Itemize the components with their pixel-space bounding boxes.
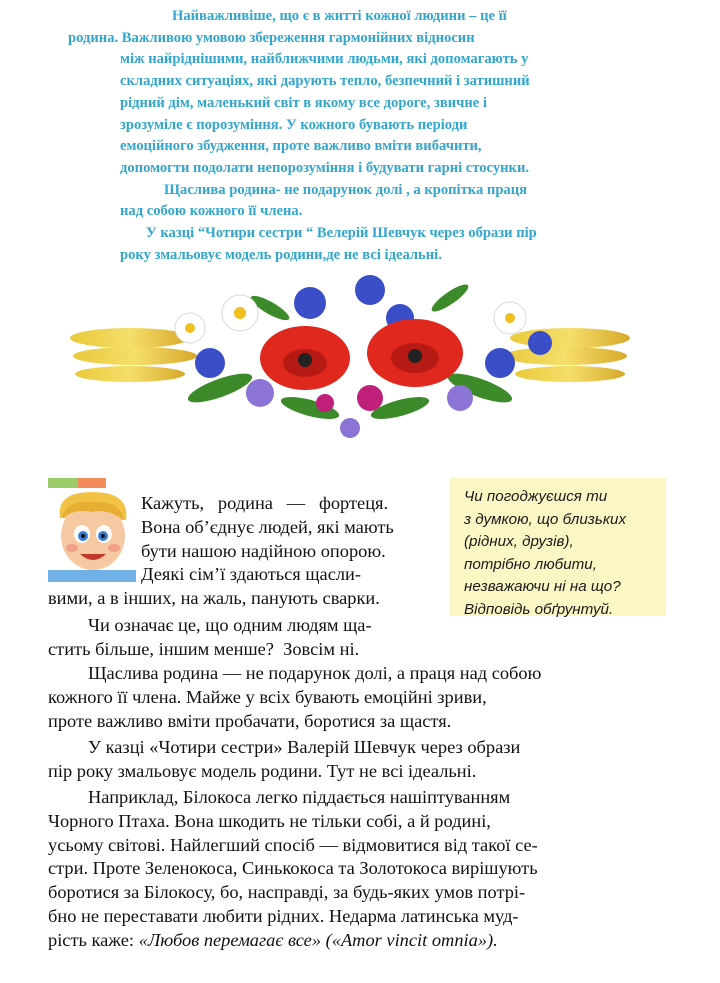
question-line: Чи погоджуєшся ти xyxy=(464,488,608,505)
text-line: Наприклад, Білокоса легко піддається нашіптуванням xyxy=(88,787,511,807)
intro-paragraph-3 xyxy=(120,223,640,266)
intro-line: родина. Важливою умовою збереження гармонійних відносин xyxy=(68,29,475,46)
intro-text xyxy=(68,6,640,266)
main-paragraph-5 xyxy=(48,786,658,953)
intro-line: між найріднішими, найближчими людьми, які допомагають у xyxy=(120,51,529,68)
text-line: Чорного Птаха. Вона шкодить не тільки собі, а й родині, xyxy=(48,810,491,831)
text-line: кожного її члена. Майже у всіх бувають емоційні зриви, xyxy=(48,686,487,707)
main-paragraph-1-cont xyxy=(48,587,658,611)
quote-ukrainian: «Любов перемагає все» xyxy=(138,929,322,950)
text-line: Кажуть, родина — фортеця. xyxy=(141,493,389,513)
intro-paragraph-2 xyxy=(120,180,640,223)
text-line: рість каже: xyxy=(48,929,139,950)
text-line: усьому світові. Найлегший спосіб — відмовитися від такої се- xyxy=(48,834,538,855)
intro-line: рідний дім, маленький світ в якому все дороге, звичне і xyxy=(120,94,487,111)
intro-line: Щаслива родина- не подарунок долі , а кропітка праця xyxy=(164,181,528,198)
intro-line: емоційного збудження, проте важливо вміти вибачити, xyxy=(120,138,482,155)
text-line: У казці «Чотири сестри» Валерій Шевчук через образи xyxy=(88,737,521,757)
question-line: потрібно любити, xyxy=(464,555,597,573)
text-line: Чи означає це, що одним людям ща- xyxy=(88,615,372,635)
intro-line: зрозуміле є порозуміння. У кожного бувають періоди xyxy=(120,116,468,133)
text-line: Деякі сім’ї здаються щасли- xyxy=(141,564,361,585)
question-line: Відповідь обґрунтуй. xyxy=(464,600,614,618)
flower-wreath-illustration xyxy=(70,268,630,446)
text-line: Вона об’єднує людей, які мають xyxy=(141,516,394,537)
text-line: бути нашою надійною опорою. xyxy=(141,540,386,561)
boy-face-illustration xyxy=(46,478,138,582)
intro-paragraph-1 xyxy=(68,6,640,180)
intro-line: року змальовує модель родини,де не всі ідеальні. xyxy=(120,246,442,263)
quote-latin: («Amor vincit omnia»). xyxy=(325,929,498,950)
main-paragraph-1 xyxy=(141,492,720,587)
intro-line: У казці “Чотири сестри “ Велерій Шевчук через образи пір xyxy=(146,225,537,242)
main-paragraph-3 xyxy=(48,662,658,733)
intro-line: над собою кожного її члена. xyxy=(120,203,303,220)
text-line: Щаслива родина — не подарунок долі, а праця над собою xyxy=(88,663,542,683)
text-line: стри. Проте Зеленокоса, Синькокоса та Золотокоса вирішують xyxy=(48,858,538,879)
text-line: вими, а в інших, на жаль, панують сварки. xyxy=(48,588,380,608)
intro-line: складних ситуаціях, які дарують тепло, безпечний і затишний xyxy=(120,73,530,90)
text-line: стить більше, іншим менше? Зовсім ні. xyxy=(48,638,360,659)
main-paragraph-4 xyxy=(48,736,658,784)
text-line: боротися за Білокосу, бо, насправді, за будь-яких умов потрі- xyxy=(48,882,526,903)
text-line: проте важливо вміти пробачати, боротися за щастя. xyxy=(48,710,452,731)
main-paragraph-2 xyxy=(48,614,658,662)
question-line: незважаючи ні на що? xyxy=(464,578,621,595)
text-line: бно не переставати любити рідних. Недарма латинська муд- xyxy=(48,905,519,926)
intro-line: допомогти подолати непорозуміння і будувати гарні стосунки. xyxy=(120,159,530,176)
question-line: з думкою, що близьких xyxy=(464,510,627,528)
intro-line: Найважливіше, що є в житті кожної людини – це її xyxy=(172,8,507,24)
question-line: (рідних, друзів), xyxy=(464,533,574,550)
text-line: пір року змальовує модель родини. Тут не всі ідеальні. xyxy=(48,760,477,781)
